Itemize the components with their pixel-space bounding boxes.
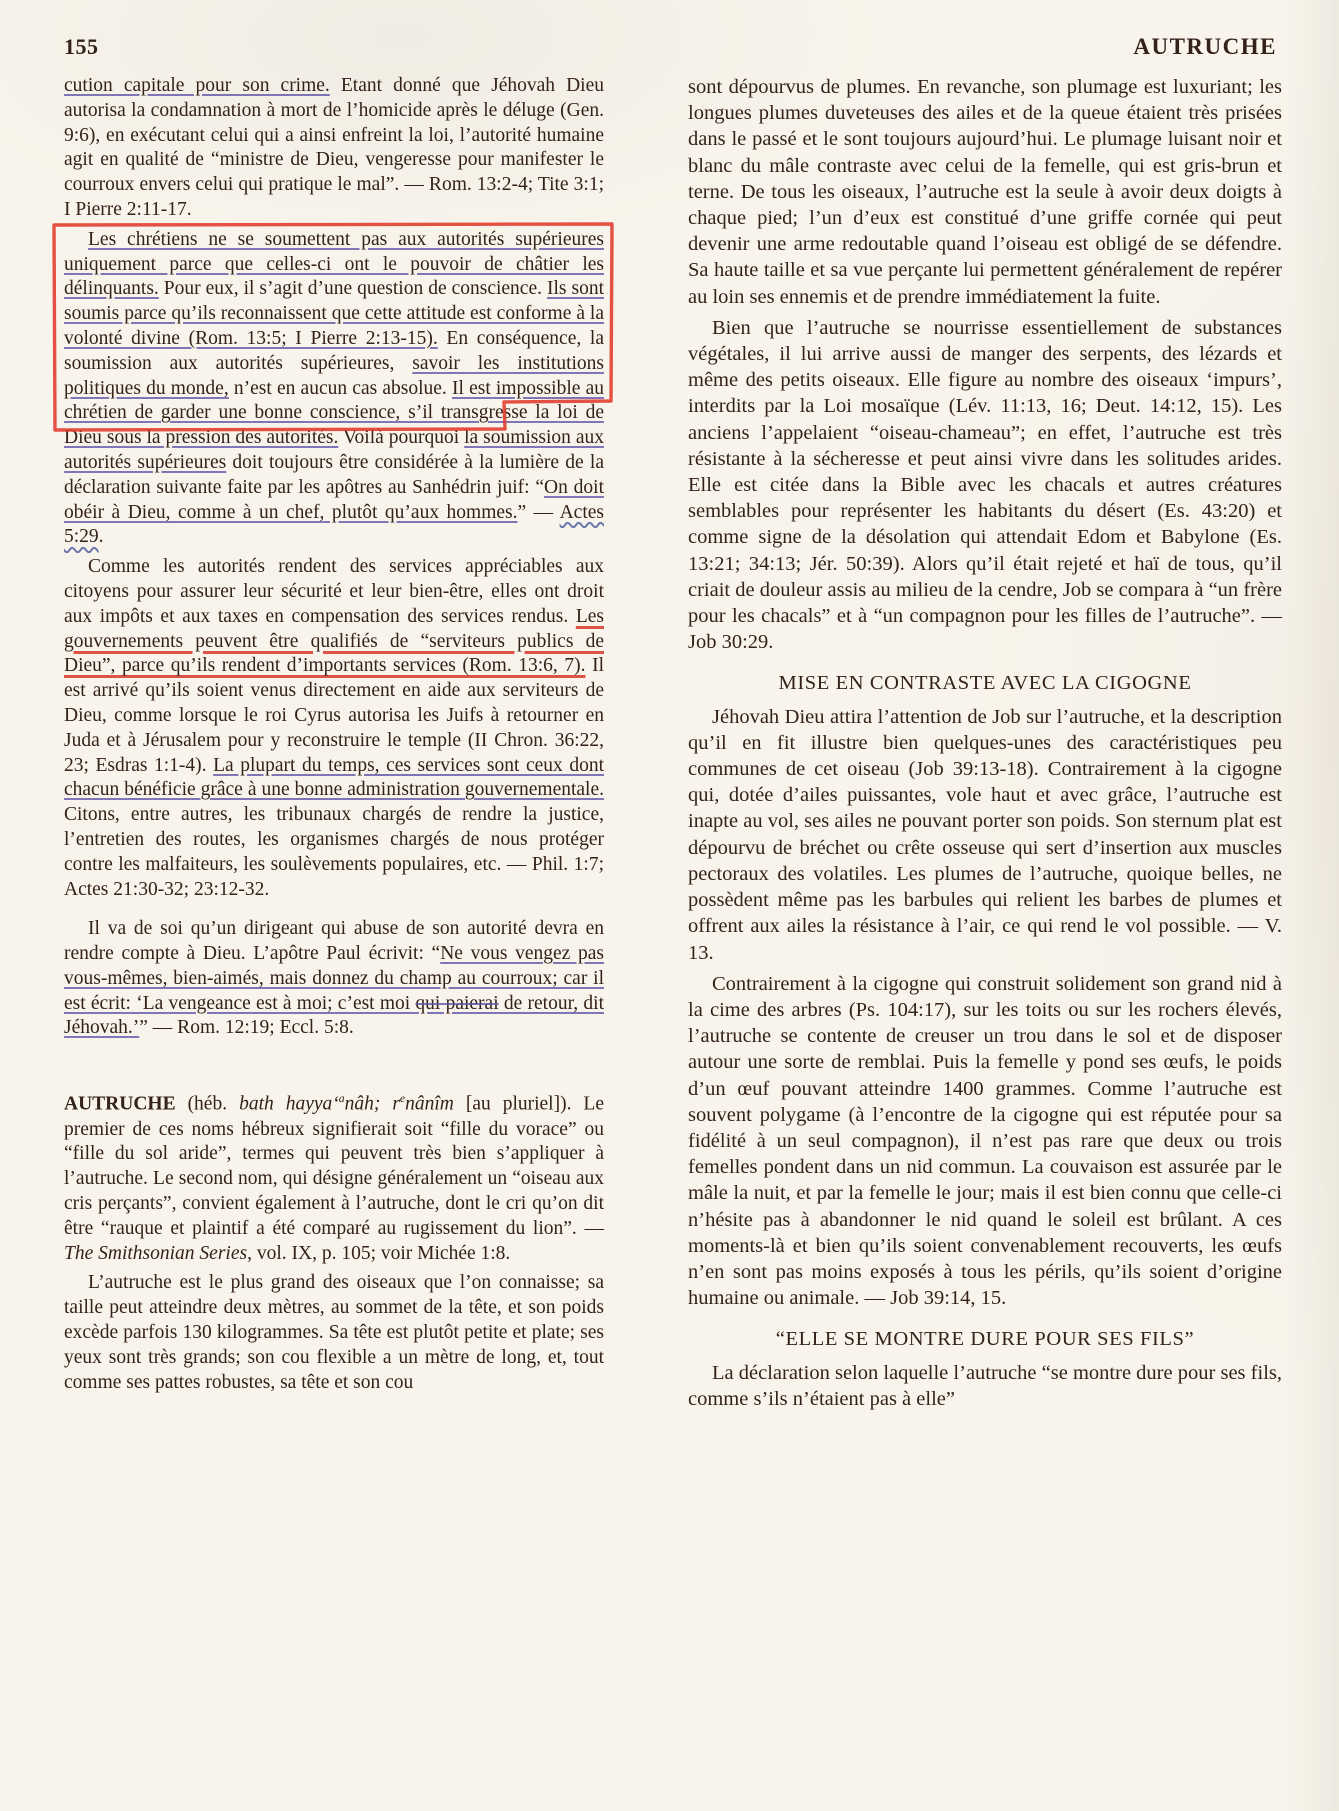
page-number: 155 (64, 34, 99, 59)
text-segment: Citons, entre autres, les tribunaux chargés de rendre la justice, l’entretien des routes, les organismes chargés de nous protéger contre les malfaiteurs, les soulèvements populaires, etc. — Phil. 1:7; Actes 21:30-32; 23:12-32. (64, 804, 604, 900)
text-segment: En conséquence, la soumission aux autorités supérieures, (64, 327, 604, 374)
text-segment: L’autruche est le plus grand des oiseaux que l’on connaisse; sa taille peut atteindre deux mètres, au sommet de la tête, et son poids excède parfois 130 kilogrammes. Sa tête est plutôt petite et plate; ses yeux sont très grands; son cou flexible a un mètre de long, et, tout comme ses pattes robustes, sa tête et son cou (64, 1272, 604, 1393)
paragraph (64, 917, 604, 1041)
text-segment: n’est en aucun cas absolue. (228, 377, 452, 399)
text-segment: La déclaration selon laquelle l’autruche “se montre dure pour ses fils, comme s’ils n’étaient pas à elle” (688, 1361, 1282, 1410)
wavy-ink-underline: Actes 5:29 (64, 501, 604, 548)
paragraph (64, 1271, 604, 1395)
superscript-text: a (338, 1092, 345, 1106)
text-segment: . (98, 526, 104, 548)
text-segment: [au pluriel]). Le premier de ces noms hébreux signifierait soit “fille du vorace” ou “fille du sol aride”, termes qui peuvent très bien s’appliquer à l’autruche. Le second nom, qui désigne généralement un “oiseau aux cris perçants”, convient également à l’autruche, dont le cri qu’on dit être “rauque et plaintif a été comparé au rugissement du lion”. — (64, 1093, 604, 1239)
text-segment: Voilà pourquoi (338, 427, 465, 449)
italic-text: bath hayya‘ (239, 1093, 339, 1115)
text-segment: doit toujours être considérée à la lumière de la déclaration suivante faite par les apôtres au Sanhédrin juif: “ (64, 451, 604, 498)
ink-underline: la soumission aux autorités supérieures (64, 427, 604, 473)
text-segment: Etant donné que Jéhovah Dieu autorisa la condamnation à mort de l’homicide après le déluge (Gen. 9:6), en exécutant celui qui a ainsi enfreint la loi, l’autorité humaine agit en qualité de “ministre de Dieu, vengeresse pour manifester le courroux envers celui qui pratique le mal”. — Rom. 13:2-4; Tite 3:1; I Pierre 2:11-17. (64, 75, 605, 220)
paragraph (688, 971, 1282, 1312)
italic-text: The Smithsonian Series, (64, 1242, 252, 1264)
ink-underline: Il est impossible au chrétien de garder une bonne conscience, s’il transgresse la loi de Dieu sous la pression des autorités. (64, 377, 604, 449)
italic-text: nânîm (405, 1093, 454, 1115)
ink-underline: On doit obéir à Dieu, comme à un chef, plutôt qu’aux hommes. (64, 476, 605, 523)
running-head: AUTRUCHE (1133, 34, 1277, 59)
red-ink-underline: Les gouvernements peuvent être qualifiés de “serviteurs publics de Dieu”, parce qu’ils rendent d’importants services (Rom. 13:6, 7). (64, 605, 604, 677)
text-segment: ” — (517, 501, 560, 523)
text-segment: Bien que l’autruche se nourrisse essentiellement de substances végétales, il lui arrive aussi de manger des serpents, des lézards et même des petits oiseaux. Elle figure au nombre des oiseaux ‘impurs’, interdits par la Loi mosaïque (Lév. 11:13, 16; Deut. 14:12, 15). Les anciens l’appelaient “oiseau-chameau”; en effet, l’autruche est très résistante à la sécheresse et peut ainsi vivre dans les solitudes arides. Elle est citée dans la Bible avec les chacals et autres créatures semblables pour représenter les habitants du désert (Es. 43:20) et comme signe de la désolation qui attendait Edom et Babylone (Es. 13:21; 34:13; Jér. 50:39). Alors qu’il était rejeté et haï de tous, qu’il criait de douleur assis au milieu de la cendre, Job se compara à “un frère pour les chacals” et à “un compagnon pour les filles de l’autruche”. — Job 30:29. (688, 316, 1282, 654)
superscript-text: e (399, 1092, 406, 1106)
paragraph (688, 1360, 1282, 1412)
ink-underline: La plupart du temps, ces services sont ceux dont chacun bénéficie grâce à une bonne administration gouvernementale. (64, 754, 604, 801)
text-segment: Il va de soi qu’un dirigeant qui abuse de son autorité devra en rendre compte à Dieu. L’apôtre Paul écrivit: “ (64, 918, 604, 965)
text-segment: ” — Rom. 12:19; Eccl. 5:8. (139, 1017, 354, 1039)
page-header (64, 34, 1277, 60)
text-segment: Comme les autorités rendent des services appréciables aux citoyens pour assurer leur sécurité et leur bien-être, elles ont droit aux impôts et aux taxes en compensation des services rendus. (64, 556, 604, 627)
ink-underline: Les chrétiens ne se soumettent pas aux autorités supérieures uniquement parce que celles-ci ont le pouvoir de châtier les délinquants. (64, 228, 604, 300)
red-boxed-paragraph (64, 228, 604, 550)
ink-underline: savoir les institutions politiques du monde, (64, 352, 604, 399)
paragraph (688, 74, 1282, 310)
paragraph (688, 315, 1282, 656)
paragraph (64, 74, 604, 223)
italic-text: nâh; r (344, 1093, 400, 1115)
ink-underline: cution capitale pour son crime. (64, 75, 330, 96)
struck-ink-text: qui paierai (415, 992, 499, 1014)
entry-paragraph (64, 1087, 604, 1266)
ink-underline: Ils sont soumis parce qu’ils reconnaissent que cette attitude est conforme à la volonté divine (Rom. 13:5; I Pierre 2:13-15). (64, 278, 604, 349)
section-heading: “ELLE SE MONTRE DURE POUR SES FILS” (775, 1328, 1195, 1351)
ink-underline: de retour, dit Jéhovah.’ (64, 992, 604, 1039)
text-segment: Contrairement à la cigogne qui construit solidement son grand nid à la cime des arbres (Ps. 104:17), sur les toits ou sur les rochers élevés, l’autruche se contente de creuser un trou dans le sol et de disposer autour une sorte de remblai. Puis la femelle y pond ses œufs, le poids d’un œuf pouvant atteindre 1400 grammes. Comme l’autruche est souvent polygame (à l’encontre de la cigogne qui est réputée pour sa fidélité à un seul compagnon), il n’est pas rare que deux ou trois femelles pondent dans un nid commun. La couvaison est assurée par le mâle la nuit, et par la femelle le jour; mais il est bien connu que celle-ci n’hésite pas à abandonner le nid quand le soleil est brûlant. A ces moments-là et bien qu’ils soient convenablement recouverts, les œufs n’en sont pas moins exposés à tous les périls, qu’ils soient d’origine humaine ou animale. — Job 39:14, 15. (688, 972, 1282, 1310)
ink-underline: Ne vous vengez pas vous-mêmes, bien-aimés, mais donnez du champ au courroux; car il est écrit: ‘La vengeance est à moi; c’est moi (64, 943, 604, 1014)
paragraph (64, 555, 604, 902)
text-segment: Jéhovah Dieu attira l’attention de Job sur l’autruche, et la description qu’il en fit illustre bien quelques-unes des caractéristiques peu communes de cet oiseau (Job 39:13-18). Contrairement à la cigogne qui, dotée d’ailes puissantes, vole haut et avec grâce, l’autruche est inapte au vol, ses ailes ne pouvant porter son poids. Son sternum plat est dépourvu de bréchet ou crête osseuse qui sert d’insertion aux muscles pectoraux des volatiles. Les plumes de l’autruche, quoique belles, ne possèdent même pas les barbules qui relient les barbes de plumes et offrent aux ailes la résistance à l’air, ce qui rend le vol possible. — V. 13. (688, 705, 1282, 964)
entry-word: AUTRUCHE (64, 1093, 176, 1115)
text-segment: sont dépourvus de plumes. En revanche, son plumage est luxuriant; les longues plumes duveteuses des ailes et de la queue étaient très prisées dans le passé et le sont toujours aujourd’hui. Le plumage luisant noir et blanc du mâle contraste avec celui de la femelle, qui est gris-brun et terne. De tous les oiseaux, l’autruche est la seule à avoir deux doigts à chaque pied; l’un d’eux est constitué d’une griffe cornée qui peut devenir une arme redoutable quand l’oiseau est obligé de se défendre. Sa haute taille et sa vue perçante lui permettent généralement de repérer au loin ses ennemis et de prendre immédiatement la fuite. (688, 76, 1282, 308)
text-segment: Pour eux, il s’agit d’une question de conscience. (158, 278, 547, 300)
paragraph (688, 704, 1282, 966)
text-segment: Il est arrivé qu’ils soient venus directement en aide aux serviteurs de Dieu, comme lorsque le roi Cyrus autorisa les Juifs à retourner en Juda et à Jérusalem pour y reconstruire le temple (II Chron. 36:22, 23; Esdras 1:1-4). (64, 655, 604, 776)
left-column (64, 74, 604, 1400)
text-segment: vol. IX, p. 105; voir Michée 1:8. (251, 1242, 511, 1264)
section-heading: MISE EN CONTRASTE AVEC LA CIGOGNE (778, 672, 1192, 695)
right-column (688, 74, 1282, 1417)
text-segment: (héb. (175, 1093, 240, 1115)
